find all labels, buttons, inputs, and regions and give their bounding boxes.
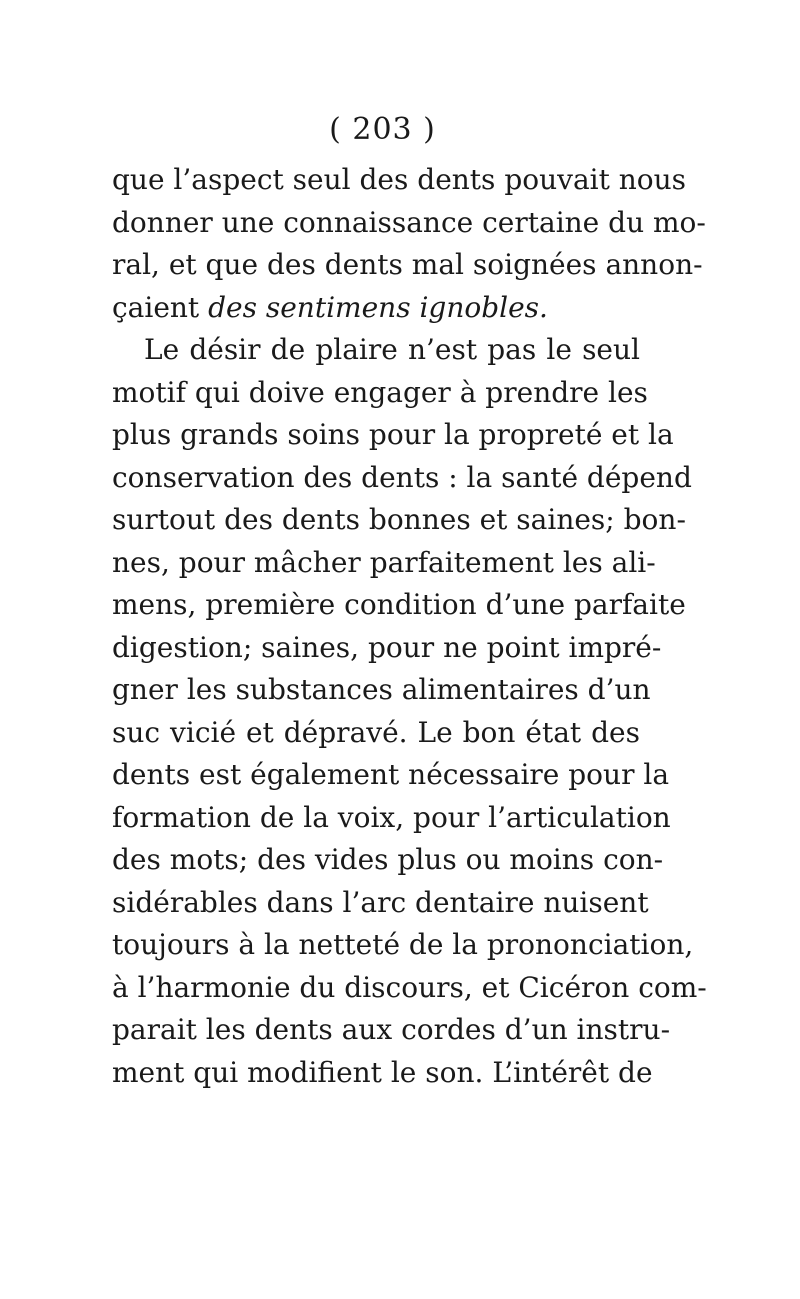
text-line: mens, première condition d’une parfaite <box>112 588 686 621</box>
text-line: donner une connaissance certaine du mo- <box>112 205 706 239</box>
text-line: que l’aspect seul des dents pouvait nous <box>112 163 687 196</box>
text-line: des mots; des vides plus ou moins con- <box>112 843 664 876</box>
text-line: conservation des dents : la santé dépend <box>112 460 692 494</box>
text-line: ral, et que des dents mal soignées annon- <box>112 248 703 281</box>
text-line: gner les substances alimentaires d’un <box>112 673 651 706</box>
text-line: à l’harmonie du discours, et Cicéron com- <box>112 970 707 1004</box>
text-run: çaient <box>112 290 209 324</box>
text-line: digestion; saines, pour ne point impré- <box>112 630 662 664</box>
text-line: suc vicié et dépravé. Le bon état des <box>112 715 640 749</box>
text-line: motif qui doive engager à prendre les <box>112 375 648 409</box>
paragraph-2 <box>112 329 707 1094</box>
text-line: parait les dents aux cordes d’un instru- <box>112 1013 671 1046</box>
body-text <box>112 159 707 1094</box>
text-line: formation de la voix, pour l’articulation <box>112 800 671 834</box>
text-line: sidérables dans l’arc dentaire nuisent <box>112 885 649 919</box>
text-line: plus grands soins pour la propreté et la <box>112 418 674 451</box>
text-line: toujours à la netteté de la prononciation, <box>112 928 694 961</box>
text-line: surtout des dents bonnes et saines; bon- <box>112 503 686 536</box>
page-number: ( 203 ) <box>329 112 436 147</box>
text-line <box>112 287 640 330</box>
text-line: nes, pour mâcher parfaitement les ali- <box>112 545 656 579</box>
text-line: dents est également nécessaire pour la <box>112 758 670 791</box>
paragraph-1 <box>112 159 706 329</box>
italic-phrase: des sentimens ignobles. <box>208 290 548 324</box>
text-line: Le désir de plaire n’est pas le seul <box>144 333 640 366</box>
text-line: ment qui modifient le son. L’intérêt de <box>112 1055 653 1089</box>
